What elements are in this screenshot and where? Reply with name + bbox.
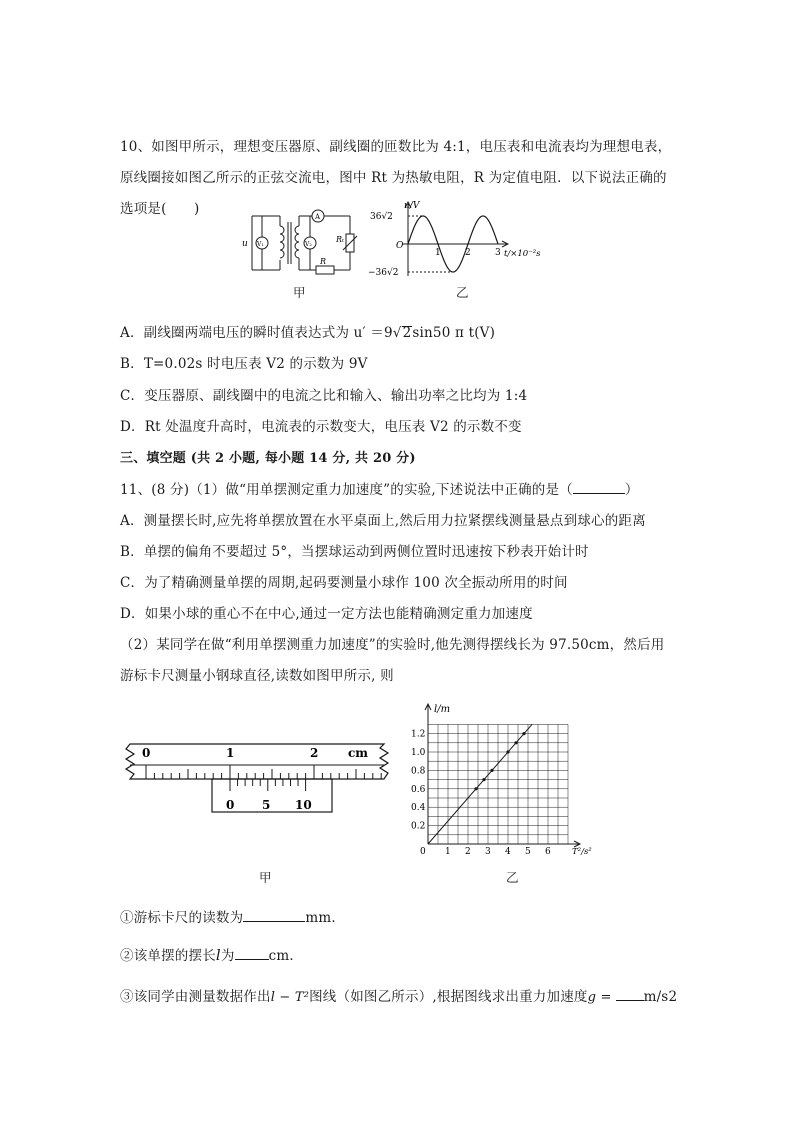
q11-option-b: B．单摆的偏角不要超过 5°，当摆球运动到两侧位置时迅速按下秒表开始计时 <box>120 544 589 560</box>
caliper-vernier-label-10: 10 <box>295 798 312 812</box>
graph-data-point <box>490 769 493 772</box>
graph-data-point <box>514 741 517 744</box>
q11-answer-3-pre: ③该同学由测量数据作出 <box>120 989 271 1005</box>
q11-fig-jia-label: 甲 <box>259 870 272 885</box>
caliper-vernier-label-5: 5 <box>262 798 271 812</box>
graph-x-tick-label: 5 <box>525 847 531 857</box>
q11-answer-2-var: l <box>215 946 221 964</box>
graph-x-tick-label: 2 <box>465 847 471 857</box>
q11-part2-line2: 游标卡尺测量小钢球直径,读数如图甲所示, 则 <box>120 668 394 684</box>
q10-option-a-sqrt: 2 <box>402 325 412 341</box>
q11-answer-2-pre: ②该单摆的摆长 <box>120 948 216 964</box>
q11-answer-3-mid: 图线（如图乙所示）,根据图线求出重力加速度 <box>309 989 588 1005</box>
section-3-heading: 三、填空题 (共 2 小题, 每小题 14 分, 共 20 分) <box>120 451 416 466</box>
wave-peak-label: 36√2 <box>370 212 393 222</box>
q11-part2-line1: （2）某同学在做“利用单摆测重力加速度”的实验时,他先测得摆线长为 97.50cm，然后用 <box>120 637 665 653</box>
q10-option-a-post: sin50 π t(V) <box>412 325 496 341</box>
graph-x-tick-label: 4 <box>505 847 511 857</box>
graph-ylabel: l/m <box>434 704 451 715</box>
graph-data-point <box>522 732 525 735</box>
sine-wave-chart <box>368 198 568 283</box>
label-u: u <box>242 239 248 249</box>
caliper-main-label-1: 1 <box>226 746 235 760</box>
q11-option-d: D．如果小球的重心不在中心,通过一定方法也能精确测定重力加速度 <box>120 606 533 622</box>
q11-answer-3 <box>120 985 677 1005</box>
graph-x-tick-label: 6 <box>545 847 551 857</box>
q10-option-c: C．变压器原、副线圈中的电流之比和输入、输出功率之比均为 1:4 <box>120 388 528 404</box>
graph-y-tick-label: 0.6 <box>411 784 426 795</box>
graph-y-tick-label: 0.4 <box>411 803 426 814</box>
label-r: R <box>320 257 327 266</box>
wave-trough-label: −36√2 <box>368 268 399 278</box>
wave-x-tick-3: 3 <box>495 248 501 258</box>
q10-fig-yi-label: 乙 <box>456 285 469 300</box>
graph-y-tick-label: 0.8 <box>411 766 426 777</box>
q11-option-a: A．测量摆长时,应先将单摆放置在水平桌面上,然后用力拉紧摆线测量悬点到球心的距离 <box>120 513 646 529</box>
q11-answer-3-blank[interactable] <box>616 988 644 1001</box>
graph-xlabel: T²/s² <box>572 847 592 857</box>
q11-answer-3-var: g = <box>587 990 612 1005</box>
graph-x-tick-label: 1 <box>445 847 451 857</box>
q10-line3: 选项是( ) <box>120 201 200 217</box>
graph-data-point <box>506 750 509 753</box>
q11-option-c: C．为了精确测量单摆的周期,起码要测量小球作 100 次全振动所用的时间 <box>120 575 568 591</box>
q11-answer-2 <box>120 944 303 964</box>
vernier-caliper-diagram <box>122 738 398 818</box>
wave-x-tick-1: 1 <box>435 248 441 258</box>
resistor-r-icon <box>316 266 334 274</box>
sqrt-symbol: √ <box>392 325 402 341</box>
caliper-unit: cm <box>348 746 369 760</box>
graph-data-point <box>482 778 485 781</box>
q11-answer-1-post: mm． <box>305 910 346 926</box>
q10-option-d: D．Rt 处温度升高时，电流表的示数变大，电压表 V2 的示数不变 <box>120 419 522 435</box>
q11-answer-2-blank[interactable] <box>235 947 269 960</box>
q10-option-b: B．T=0.02s 时电压表 V2 的示数为 9V <box>120 356 368 372</box>
graph-y-tick-label: 1.0 <box>411 748 426 758</box>
graph-data-point <box>474 787 477 790</box>
graph-y-tick-label: 1.2 <box>411 729 426 740</box>
q11-answer-2-post: cm． <box>268 948 304 964</box>
caliper-vernier-label-0: 0 <box>226 798 235 812</box>
wave-ylabel: u/V <box>404 201 420 211</box>
l-t2-graph <box>408 702 608 862</box>
q11-answer-1-blank[interactable] <box>243 909 305 922</box>
q11-answer-1-pre: ①游标卡尺的读数为 <box>120 910 244 926</box>
label-a: A <box>315 213 321 221</box>
wave-x-tick-2: 2 <box>465 248 471 258</box>
graph-x-tick-label: 3 <box>485 847 491 857</box>
q11-stem <box>120 478 639 498</box>
q11-answer-2-mid: 为 <box>220 948 235 964</box>
label-v2: V₂ <box>305 241 312 248</box>
q11-answer-3-post: m/s2 <box>643 989 678 1005</box>
label-v1: V₁ <box>257 241 264 248</box>
q10-fig-jia-label: 甲 <box>293 285 306 300</box>
wave-xlabel: t/×10⁻²s <box>504 249 541 259</box>
q11-answer-3-expr: l − T² <box>270 990 310 1005</box>
q10-line2: 原线圈接如图乙所示的正弦交流电，图中 Rt 为热敏电阻，R 为定值电阻．以下说法正确的 <box>120 170 667 186</box>
q11-stem-pre: 11、(8 分)（1）做“用单摆测定重力加速度”的实验,下述说法中正确的是（ <box>120 482 573 498</box>
q10-option-a-pre: A．副线圈两端电压的瞬时值表达式为 u′ ＝9 <box>120 325 393 341</box>
graph-y-tick-label: 0.2 <box>411 821 426 832</box>
q11-stem-post: ） <box>624 482 639 498</box>
caliper-main-label-0: 0 <box>142 746 151 760</box>
q10-option-a <box>120 321 495 341</box>
q11-answer-blank[interactable] <box>573 481 625 494</box>
caliper-main-label-2: 2 <box>310 746 319 760</box>
graph-origin: 0 <box>420 847 426 857</box>
q10-line1: 10、如图甲所示，理想变压器原、副线圈的匝数比为 4:1，电压表和电流表均为理想电表， <box>120 139 672 155</box>
transformer-circuit-diagram <box>240 208 365 278</box>
q11-fig-yi-label: 乙 <box>506 870 519 885</box>
wave-origin: O <box>396 241 404 251</box>
q11-answer-1 <box>120 906 345 926</box>
label-rt: Rₜ <box>336 235 344 244</box>
